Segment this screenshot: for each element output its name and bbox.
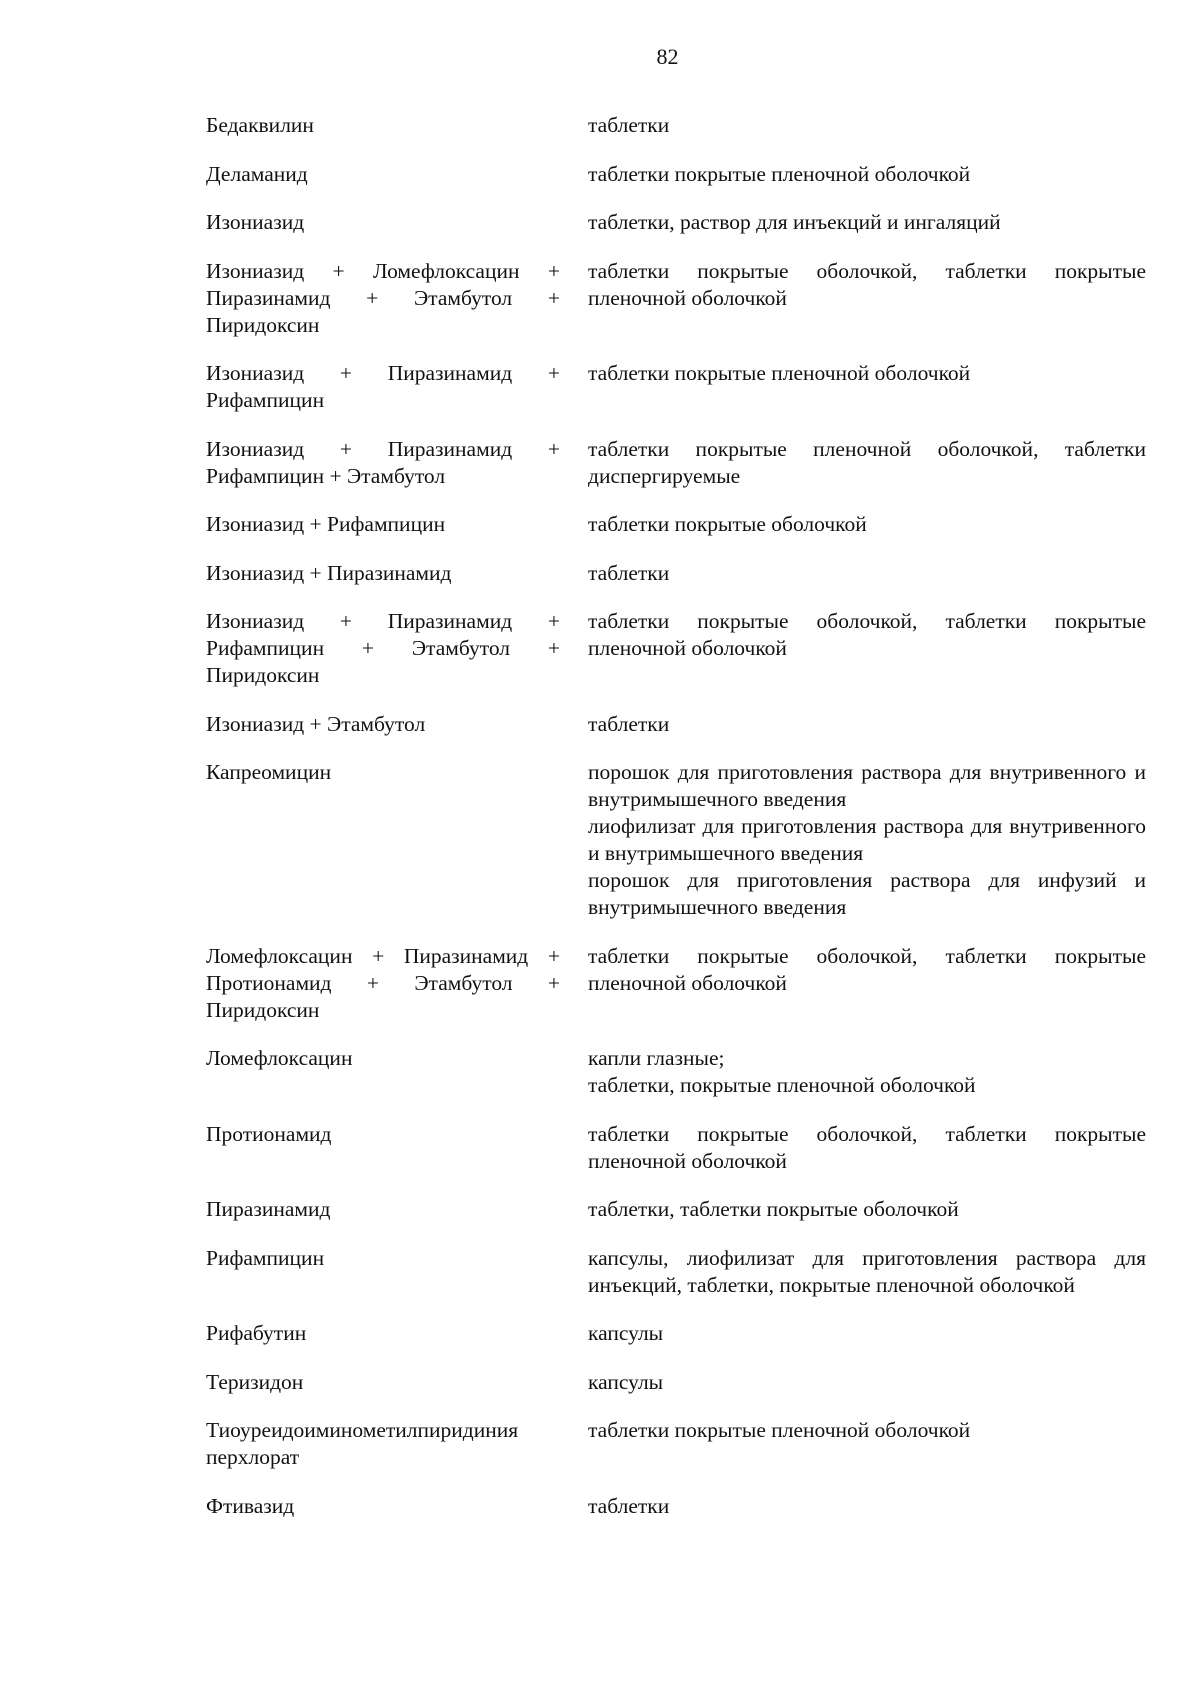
list-item <box>206 1417 1146 1471</box>
dosage-form: капсулы, лиофилизат для приготовления раствора для инъекций, таблетки, покрытые пленочной оболочкой <box>588 1245 1146 1297</box>
dosage-form-line: порошок для приготовления раствора для внутривенного и внутримышечного введения <box>588 760 1146 811</box>
dosage-form-line: порошок для приготовления раствора для инфузий и внутримышечного введения <box>588 868 1146 919</box>
dosage-form: таблетки покрытые оболочкой, таблетки покрытые пленочной оболочкой <box>588 943 1146 995</box>
dosage-form: таблетки <box>588 113 670 137</box>
drug-list <box>206 112 1146 1541</box>
dosage-form: таблетки <box>588 711 670 736</box>
drug-name: Теризидон <box>206 1369 304 1394</box>
drug-name: Пиразинамид <box>206 1197 331 1221</box>
drug-name: Ломефлоксацин + Пиразинамид + Протионамид + Этамбутол + Пиридоксин <box>206 943 560 1022</box>
list-item <box>206 1196 1146 1223</box>
list-item <box>206 759 1146 921</box>
list-item <box>206 608 1146 689</box>
drug-name: Ломефлоксацин <box>206 1046 353 1070</box>
list-item <box>206 1320 1146 1347</box>
list-item <box>206 1045 1146 1099</box>
dosage-form: таблетки покрытые пленочной оболочкой <box>588 1418 971 1442</box>
drug-name: Изониазид + Пиразинамид <box>206 560 452 585</box>
list-item <box>206 1121 1146 1175</box>
dosage-form: таблетки покрытые оболочкой, таблетки покрытые пленочной оболочкой <box>588 258 1146 310</box>
dosage-form: капсулы <box>588 1321 664 1345</box>
list-item <box>206 1245 1146 1299</box>
list-item <box>206 511 1146 538</box>
list-item <box>206 1369 1146 1396</box>
dosage-form: таблетки, раствор для инъекций и ингаляций <box>588 210 1001 234</box>
list-item <box>206 943 1146 1024</box>
list-item <box>206 161 1146 188</box>
drug-name: Изониазид + Этамбутол <box>206 711 426 736</box>
list-item <box>206 560 1146 587</box>
dosage-form: таблетки, таблетки покрытые оболочкой <box>588 1197 959 1221</box>
drug-name: Изониазид + Рифампицин <box>206 512 446 536</box>
drug-name: Изониазид + Пиразинамид + Рифампицин + Этамбутол <box>206 436 560 488</box>
dosage-form: таблетки покрытые пленочной оболочкой <box>588 161 971 186</box>
drug-name: Изониазид + Ломефлоксацин + Пиразинамид + Этамбутол + Пиридоксин <box>206 258 560 337</box>
list-item <box>206 436 1146 490</box>
list-item <box>206 258 1146 339</box>
list-item <box>206 360 1146 414</box>
dosage-form: таблетки покрытые пленочной оболочкой, таблетки диспергируемые <box>588 436 1146 488</box>
drug-name: Бедаквилин <box>206 113 314 137</box>
dosage-form: таблетки покрытые оболочкой, таблетки покрытые пленочной оболочкой <box>588 609 1146 660</box>
dosage-form: таблетки покрытые пленочной оболочкой <box>588 361 971 385</box>
dosage-form: капсулы <box>588 1369 664 1394</box>
drug-name: Фтивазид <box>206 1493 295 1518</box>
drug-name: Капреомицин <box>206 760 332 784</box>
list-item <box>206 711 1146 738</box>
drug-name: Тиоуреидоиминометилпиридиния перхлорат <box>206 1418 519 1469</box>
dosage-form: таблетки покрытые оболочкой, таблетки покрытые пленочной оболочкой <box>588 1121 1146 1173</box>
dosage-form: таблетки <box>588 1493 670 1518</box>
list-item <box>206 112 1146 139</box>
list-item <box>206 209 1146 236</box>
drug-name: Изониазид + Пиразинамид + Рифампицин <box>206 361 560 412</box>
dosage-form <box>588 1045 1146 1099</box>
drug-name: Рифабутин <box>206 1321 307 1345</box>
dosage-form <box>588 759 1146 921</box>
dosage-form-line: капли глазные; <box>588 1046 725 1070</box>
drug-name: Деламанид <box>206 161 308 186</box>
dosage-form-line: таблетки, покрытые пленочной оболочкой <box>588 1073 976 1097</box>
drug-name: Рифампицин <box>206 1245 325 1270</box>
dosage-form: таблетки <box>588 560 670 585</box>
drug-name: Протионамид <box>206 1121 332 1146</box>
drug-name: Изониазид + Пиразинамид + Рифампицин + Этамбутол + Пиридоксин <box>206 609 560 687</box>
dosage-form-line: лиофилизат для приготовления раствора для внутривенного и внутримышечного введения <box>588 814 1146 865</box>
drug-name: Изониазид <box>206 210 305 234</box>
page-number: 82 <box>656 44 679 69</box>
list-item <box>206 1493 1146 1520</box>
dosage-form: таблетки покрытые оболочкой <box>588 512 867 536</box>
